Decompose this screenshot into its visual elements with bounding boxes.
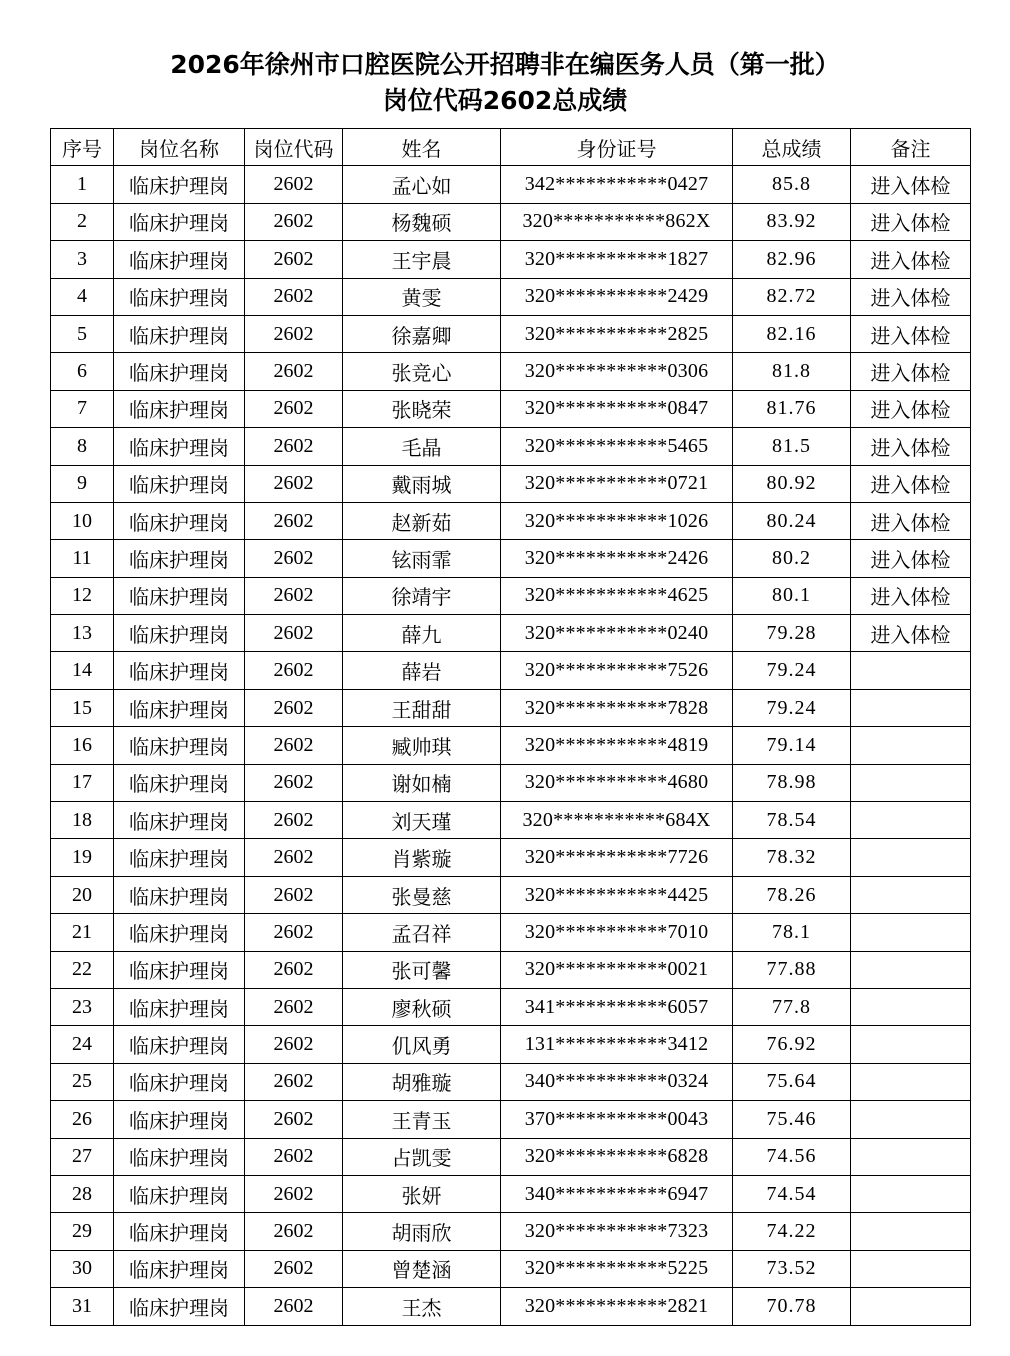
cell-position-code: 2602 xyxy=(245,689,343,726)
cell-position-code: 2602 xyxy=(245,1175,343,1212)
header-name: 姓名 xyxy=(343,129,501,166)
cell-index: 15 xyxy=(51,689,114,726)
cell-remark xyxy=(851,689,971,726)
cell-index: 29 xyxy=(51,1213,114,1250)
cell-name: 胡雅璇 xyxy=(343,1063,501,1100)
cell-position-name: 临床护理岗 xyxy=(114,1175,245,1212)
cell-index: 6 xyxy=(51,353,114,390)
cell-position-name: 临床护理岗 xyxy=(114,241,245,278)
table-row xyxy=(51,727,971,764)
table-row xyxy=(51,839,971,876)
cell-remark: 进入体检 xyxy=(851,278,971,315)
cell-total-score: 74.54 xyxy=(733,1175,851,1212)
cell-total-score: 81.8 xyxy=(733,353,851,390)
cell-position-code: 2602 xyxy=(245,166,343,203)
cell-remark: 进入体检 xyxy=(851,502,971,539)
table-row xyxy=(51,652,971,689)
cell-total-score: 85.8 xyxy=(733,166,851,203)
cell-remark xyxy=(851,727,971,764)
cell-id-number: 320***********2825 xyxy=(501,315,733,352)
cell-id-number: 340***********0324 xyxy=(501,1063,733,1100)
cell-name: 曾楚涵 xyxy=(343,1250,501,1287)
cell-total-score: 75.64 xyxy=(733,1063,851,1100)
cell-id-number: 340***********6947 xyxy=(501,1175,733,1212)
header-index: 序号 xyxy=(51,129,114,166)
cell-position-code: 2602 xyxy=(245,1026,343,1063)
cell-id-number: 320***********2429 xyxy=(501,278,733,315)
cell-id-number: 320***********7726 xyxy=(501,839,733,876)
cell-remark: 进入体检 xyxy=(851,577,971,614)
cell-name: 张竞心 xyxy=(343,353,501,390)
cell-id-number: 320***********4425 xyxy=(501,876,733,913)
header-position-name: 岗位名称 xyxy=(114,129,245,166)
cell-name: 廖秋硕 xyxy=(343,988,501,1025)
cell-position-name: 临床护理岗 xyxy=(114,1250,245,1287)
cell-index: 2 xyxy=(51,203,114,240)
cell-index: 14 xyxy=(51,652,114,689)
cell-name: 毛晶 xyxy=(343,428,501,465)
cell-remark: 进入体检 xyxy=(851,465,971,502)
cell-index: 8 xyxy=(51,428,114,465)
cell-remark xyxy=(851,951,971,988)
cell-remark: 进入体检 xyxy=(851,241,971,278)
cell-remark xyxy=(851,1026,971,1063)
table-row xyxy=(51,390,971,427)
cell-position-code: 2602 xyxy=(245,988,343,1025)
table-row xyxy=(51,1288,971,1325)
cell-id-number: 320***********4625 xyxy=(501,577,733,614)
cell-position-name: 临床护理岗 xyxy=(114,465,245,502)
cell-remark: 进入体检 xyxy=(851,353,971,390)
cell-name: 薛岩 xyxy=(343,652,501,689)
cell-position-code: 2602 xyxy=(245,428,343,465)
cell-index: 11 xyxy=(51,540,114,577)
cell-index: 25 xyxy=(51,1063,114,1100)
cell-position-name: 临床护理岗 xyxy=(114,764,245,801)
cell-total-score: 78.98 xyxy=(733,764,851,801)
cell-id-number: 320***********4680 xyxy=(501,764,733,801)
cell-name: 戴雨城 xyxy=(343,465,501,502)
cell-total-score: 82.16 xyxy=(733,315,851,352)
cell-index: 10 xyxy=(51,502,114,539)
cell-index: 12 xyxy=(51,577,114,614)
cell-id-number: 320***********0021 xyxy=(501,951,733,988)
cell-position-name: 临床护理岗 xyxy=(114,166,245,203)
cell-position-name: 临床护理岗 xyxy=(114,1213,245,1250)
cell-position-name: 临床护理岗 xyxy=(114,1288,245,1325)
cell-remark: 进入体检 xyxy=(851,390,971,427)
cell-total-score: 78.1 xyxy=(733,914,851,951)
cell-index: 9 xyxy=(51,465,114,502)
cell-name: 仉风勇 xyxy=(343,1026,501,1063)
table-row xyxy=(51,876,971,913)
cell-position-name: 临床护理岗 xyxy=(114,390,245,427)
cell-remark xyxy=(851,1138,971,1175)
cell-position-code: 2602 xyxy=(245,1138,343,1175)
cell-total-score: 78.26 xyxy=(733,876,851,913)
cell-total-score: 74.56 xyxy=(733,1138,851,1175)
cell-index: 7 xyxy=(51,390,114,427)
cell-name: 铉雨霏 xyxy=(343,540,501,577)
cell-name: 刘天瑾 xyxy=(343,802,501,839)
cell-index: 28 xyxy=(51,1175,114,1212)
cell-position-code: 2602 xyxy=(245,241,343,278)
cell-position-code: 2602 xyxy=(245,802,343,839)
cell-name: 肖紫璇 xyxy=(343,839,501,876)
cell-position-name: 临床护理岗 xyxy=(114,839,245,876)
cell-name: 张妍 xyxy=(343,1175,501,1212)
cell-total-score: 83.92 xyxy=(733,203,851,240)
table-row xyxy=(51,203,971,240)
cell-index: 22 xyxy=(51,951,114,988)
cell-name: 臧帅琪 xyxy=(343,727,501,764)
cell-total-score: 82.72 xyxy=(733,278,851,315)
cell-remark xyxy=(851,1213,971,1250)
cell-index: 30 xyxy=(51,1250,114,1287)
cell-position-name: 临床护理岗 xyxy=(114,1138,245,1175)
table-row xyxy=(51,241,971,278)
cell-total-score: 77.8 xyxy=(733,988,851,1025)
cell-total-score: 79.28 xyxy=(733,615,851,652)
cell-remark xyxy=(851,1288,971,1325)
cell-id-number: 320***********5465 xyxy=(501,428,733,465)
cell-id-number: 320***********6828 xyxy=(501,1138,733,1175)
table-row xyxy=(51,1175,971,1212)
cell-id-number: 320***********0847 xyxy=(501,390,733,427)
cell-position-code: 2602 xyxy=(245,1288,343,1325)
cell-name: 黄雯 xyxy=(343,278,501,315)
cell-position-name: 临床护理岗 xyxy=(114,914,245,951)
cell-id-number: 131***********3412 xyxy=(501,1026,733,1063)
cell-name: 谢如楠 xyxy=(343,764,501,801)
table-row xyxy=(51,1101,971,1138)
cell-id-number: 320***********7010 xyxy=(501,914,733,951)
cell-index: 17 xyxy=(51,764,114,801)
document-subtitle: 岗位代码2602总成绩 xyxy=(382,86,628,115)
table-row xyxy=(51,914,971,951)
cell-position-name: 临床护理岗 xyxy=(114,988,245,1025)
cell-name: 张曼慈 xyxy=(343,876,501,913)
table-row xyxy=(51,315,971,352)
cell-id-number: 320***********0306 xyxy=(501,353,733,390)
cell-index: 19 xyxy=(51,839,114,876)
cell-position-code: 2602 xyxy=(245,1063,343,1100)
cell-index: 1 xyxy=(51,166,114,203)
cell-position-code: 2602 xyxy=(245,1250,343,1287)
cell-id-number: 320***********684X xyxy=(501,802,733,839)
cell-total-score: 76.92 xyxy=(733,1026,851,1063)
cell-position-name: 临床护理岗 xyxy=(114,1026,245,1063)
cell-id-number: 320***********7828 xyxy=(501,689,733,726)
table-row xyxy=(51,540,971,577)
cell-total-score: 78.32 xyxy=(733,839,851,876)
cell-index: 26 xyxy=(51,1101,114,1138)
table-row xyxy=(51,764,971,801)
cell-remark: 进入体检 xyxy=(851,315,971,352)
cell-id-number: 341***********6057 xyxy=(501,988,733,1025)
table-row xyxy=(51,951,971,988)
cell-total-score: 80.92 xyxy=(733,465,851,502)
cell-name: 杨魏硕 xyxy=(343,203,501,240)
cell-position-code: 2602 xyxy=(245,203,343,240)
cell-position-name: 临床护理岗 xyxy=(114,689,245,726)
cell-remark xyxy=(851,876,971,913)
cell-total-score: 79.24 xyxy=(733,689,851,726)
cell-position-code: 2602 xyxy=(245,1213,343,1250)
cell-remark xyxy=(851,652,971,689)
cell-total-score: 79.14 xyxy=(733,727,851,764)
cell-name: 赵新茹 xyxy=(343,502,501,539)
cell-id-number: 320***********2426 xyxy=(501,540,733,577)
cell-remark xyxy=(851,988,971,1025)
cell-id-number: 320***********1827 xyxy=(501,241,733,278)
cell-remark: 进入体检 xyxy=(851,540,971,577)
cell-position-code: 2602 xyxy=(245,465,343,502)
cell-position-code: 2602 xyxy=(245,951,343,988)
cell-id-number: 320***********0240 xyxy=(501,615,733,652)
cell-position-code: 2602 xyxy=(245,1101,343,1138)
cell-position-code: 2602 xyxy=(245,502,343,539)
cell-index: 16 xyxy=(51,727,114,764)
cell-position-code: 2602 xyxy=(245,577,343,614)
cell-position-code: 2602 xyxy=(245,390,343,427)
cell-name: 薛九 xyxy=(343,615,501,652)
cell-id-number: 320***********7526 xyxy=(501,652,733,689)
cell-id-number: 320***********0721 xyxy=(501,465,733,502)
cell-name: 王青玉 xyxy=(343,1101,501,1138)
cell-index: 23 xyxy=(51,988,114,1025)
cell-position-name: 临床护理岗 xyxy=(114,502,245,539)
cell-id-number: 320***********862X xyxy=(501,203,733,240)
cell-position-code: 2602 xyxy=(245,540,343,577)
cell-total-score: 77.88 xyxy=(733,951,851,988)
cell-remark: 进入体检 xyxy=(851,428,971,465)
cell-index: 5 xyxy=(51,315,114,352)
header-remark: 备注 xyxy=(851,129,971,166)
cell-total-score: 81.76 xyxy=(733,390,851,427)
cell-position-code: 2602 xyxy=(245,876,343,913)
table-row xyxy=(51,1250,971,1287)
cell-total-score: 79.24 xyxy=(733,652,851,689)
table-row xyxy=(51,278,971,315)
cell-position-name: 临床护理岗 xyxy=(114,615,245,652)
table-row xyxy=(51,988,971,1025)
cell-remark xyxy=(851,1101,971,1138)
cell-name: 孟心如 xyxy=(343,166,501,203)
cell-position-name: 临床护理岗 xyxy=(114,951,245,988)
cell-id-number: 320***********7323 xyxy=(501,1213,733,1250)
cell-index: 27 xyxy=(51,1138,114,1175)
cell-name: 王宇晨 xyxy=(343,241,501,278)
cell-remark: 进入体检 xyxy=(851,166,971,203)
table-row xyxy=(51,1138,971,1175)
cell-position-name: 临床护理岗 xyxy=(114,1063,245,1100)
cell-index: 18 xyxy=(51,802,114,839)
cell-total-score: 80.1 xyxy=(733,577,851,614)
cell-total-score: 80.24 xyxy=(733,502,851,539)
cell-index: 4 xyxy=(51,278,114,315)
cell-position-code: 2602 xyxy=(245,278,343,315)
cell-total-score: 70.78 xyxy=(733,1288,851,1325)
cell-position-name: 临床护理岗 xyxy=(114,727,245,764)
table-header-row xyxy=(51,129,971,166)
cell-position-code: 2602 xyxy=(245,353,343,390)
table-row xyxy=(51,166,971,203)
cell-remark: 进入体检 xyxy=(851,615,971,652)
cell-total-score: 81.5 xyxy=(733,428,851,465)
cell-name: 王杰 xyxy=(343,1288,501,1325)
cell-name: 徐靖宇 xyxy=(343,577,501,614)
cell-position-name: 临床护理岗 xyxy=(114,203,245,240)
cell-remark: 进入体检 xyxy=(851,203,971,240)
table-row xyxy=(51,689,971,726)
cell-position-name: 临床护理岗 xyxy=(114,278,245,315)
cell-name: 徐嘉卿 xyxy=(343,315,501,352)
table-row xyxy=(51,428,971,465)
header-id-number: 身份证号 xyxy=(501,129,733,166)
cell-remark xyxy=(851,1063,971,1100)
cell-total-score: 82.96 xyxy=(733,241,851,278)
score-table xyxy=(50,128,971,1326)
cell-remark xyxy=(851,1250,971,1287)
cell-position-name: 临床护理岗 xyxy=(114,876,245,913)
cell-id-number: 320***********1026 xyxy=(501,502,733,539)
cell-index: 24 xyxy=(51,1026,114,1063)
cell-remark xyxy=(851,839,971,876)
table-row xyxy=(51,802,971,839)
cell-name: 胡雨欣 xyxy=(343,1213,501,1250)
cell-remark xyxy=(851,1175,971,1212)
cell-id-number: 370***********0043 xyxy=(501,1101,733,1138)
cell-remark xyxy=(851,802,971,839)
cell-position-code: 2602 xyxy=(245,727,343,764)
cell-index: 21 xyxy=(51,914,114,951)
cell-name: 张晓荣 xyxy=(343,390,501,427)
cell-position-name: 临床护理岗 xyxy=(114,1101,245,1138)
cell-total-score: 78.54 xyxy=(733,802,851,839)
cell-index: 13 xyxy=(51,615,114,652)
cell-name: 张可馨 xyxy=(343,951,501,988)
cell-total-score: 74.22 xyxy=(733,1213,851,1250)
table-row xyxy=(51,615,971,652)
cell-id-number: 320***********5225 xyxy=(501,1250,733,1287)
cell-position-name: 临床护理岗 xyxy=(114,802,245,839)
cell-position-code: 2602 xyxy=(245,764,343,801)
cell-position-code: 2602 xyxy=(245,315,343,352)
table-row xyxy=(51,1063,971,1100)
document-title: 2026年徐州市口腔医院公开招聘非在编医务人员（第一批） xyxy=(170,50,840,79)
cell-position-name: 临床护理岗 xyxy=(114,315,245,352)
cell-position-code: 2602 xyxy=(245,839,343,876)
table-row xyxy=(51,577,971,614)
header-total-score: 总成绩 xyxy=(733,129,851,166)
cell-position-code: 2602 xyxy=(245,652,343,689)
cell-id-number: 320***********4819 xyxy=(501,727,733,764)
header-position-code: 岗位代码 xyxy=(245,129,343,166)
cell-name: 王甜甜 xyxy=(343,689,501,726)
cell-remark xyxy=(851,914,971,951)
cell-position-code: 2602 xyxy=(245,615,343,652)
cell-name: 占凯雯 xyxy=(343,1138,501,1175)
table-body xyxy=(51,166,971,1325)
cell-position-name: 临床护理岗 xyxy=(114,652,245,689)
cell-position-name: 临床护理岗 xyxy=(114,577,245,614)
cell-id-number: 320***********2821 xyxy=(501,1288,733,1325)
cell-index: 31 xyxy=(51,1288,114,1325)
cell-total-score: 80.2 xyxy=(733,540,851,577)
cell-position-name: 临床护理岗 xyxy=(114,428,245,465)
cell-index: 20 xyxy=(51,876,114,913)
cell-id-number: 342***********0427 xyxy=(501,166,733,203)
table-row xyxy=(51,465,971,502)
cell-total-score: 75.46 xyxy=(733,1101,851,1138)
cell-index: 3 xyxy=(51,241,114,278)
cell-position-name: 临床护理岗 xyxy=(114,540,245,577)
table-row xyxy=(51,1213,971,1250)
cell-position-code: 2602 xyxy=(245,914,343,951)
cell-total-score: 73.52 xyxy=(733,1250,851,1287)
cell-remark xyxy=(851,764,971,801)
table-row xyxy=(51,502,971,539)
table-row xyxy=(51,1026,971,1063)
table-row xyxy=(51,353,971,390)
cell-position-name: 临床护理岗 xyxy=(114,353,245,390)
cell-name: 孟召祥 xyxy=(343,914,501,951)
